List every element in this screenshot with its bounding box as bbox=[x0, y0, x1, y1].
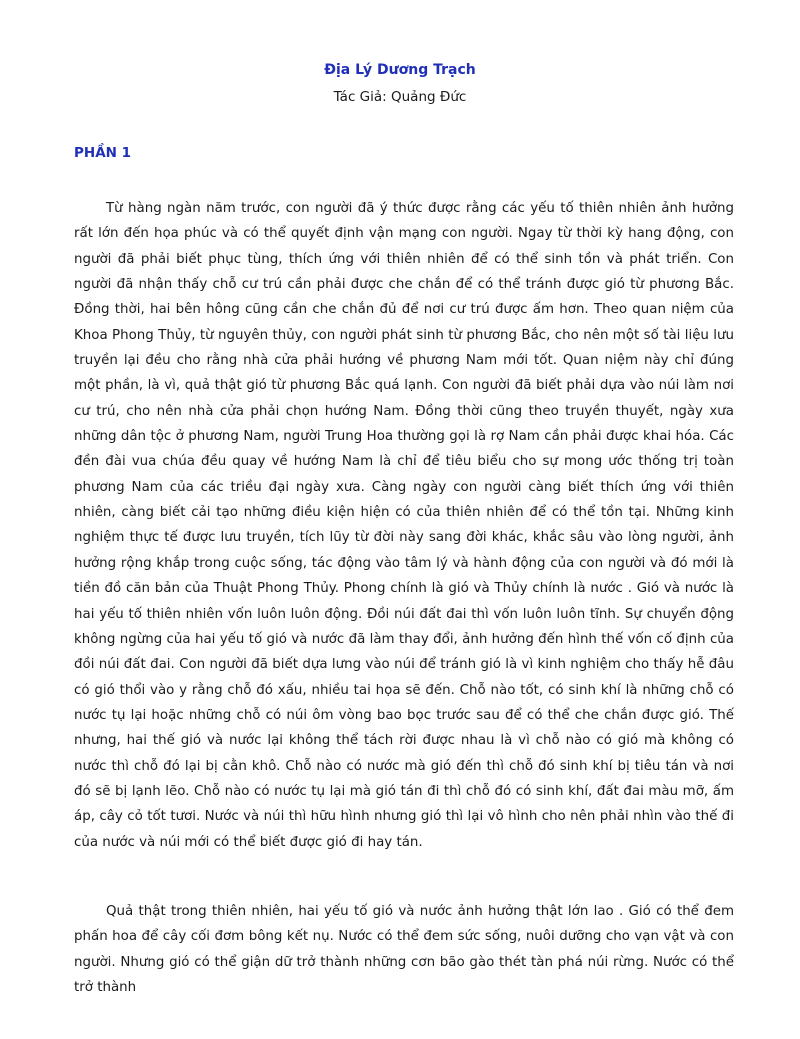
body-paragraph-1: Từ hàng ngàn năm trước, con người đã ý thức được rằng các yếu tố thiên nhiên ảnh hưởng rất lớn đến họa phúc và có thể quyết định vận mạng con người. Ngay từ thời kỳ hang động, con người đã phải biết phục tùng, thích ứng với thiên nhiên để có thể sinh tồn và phát triển. Con người đã nhận thấy chỗ cư trú cần phải được che chắn để có thể tránh được gió từ phương Bắc. Đồng thời, hai bên hông cũng cần che chắn đủ để nơi cư trú được ấm hơn. Theo quan niệm của Khoa Phong Thủy, từ nguyên thủy, con người phát sinh từ phương Bắc, cho nên một số tài liệu lưu truyền lại đều cho rằng nhà cửa phải hướng về phương Nam mới tốt. Quan niệm này chỉ đúng một phần, là vì, quả thật gió từ phương Bắc quá lạnh. Con người đã biết phải dựa vào núi làm nơi cư trú, cho nên nhà cửa phải chọn hướng Nam. Đồng thời cũng theo truyền thuyết, ngày xưa những dân tộc ở phương Nam, người Trung Hoa thường gọi là rợ Nam cần phải được khai hóa. Các đền đài vua chúa đều quay về hướng Nam là chỉ để tiêu biểu cho sự mong ước thống trị toàn phương Nam của các triều đại ngày xưa. Càng ngày con người càng biết thích ứng với thiên nhiên, càng biết cải tạo những điều kiện hiện có của thiên nhiên để có thể tồn tại. Những kinh nghiệm thực tế được lưu truyền, tích lũy từ đời này sang đời khác, khắc sâu vào lòng người, ảnh hưởng rộng khắp trong cuộc sống, tác động vào tâm lý và hành động của con người và đó mới là tiền đồ căn bản của Thuật Phong Thủy. Phong chính là gió và Thủy chính là nước . Gió và nước là hai yếu tố thiên nhiên vốn luôn luôn động. Đồi núi đất đai thì vốn luôn luôn tĩnh. Sự chuyển động không ngừng của hai yếu tố gió và nước đã làm thay đổi, ảnh hưởng đến hình thế vốn cố định của đồi núi đất đai. Con người đã biết dựa lưng vào núi để tránh gió là vì kinh nghiệm cho thấy hễ đâu có gió thổi vào y rằng chỗ đó xấu, nhiều tai họa sẽ đến. Chỗ nào tốt, có sinh khí là những chỗ có nước tụ lại hoặc những chỗ có núi ôm vòng bao bọc trước sau để có thể che chắn được gió. Thế nhưng, hai thế gió và nước lại không thể tách rời được nhau là vì chỗ nào có gió mà không có nước thì chỗ đó lại bị cằn khô. Chỗ nào có nước mà gió đến thì chỗ đó sinh khí bị tiêu tán và nơi đó sẽ bị lạnh lẽo. Chỗ nào có nước tụ lại mà gió tán đi thì chỗ đó có sinh khí, đất đai màu mỡ, ấm áp, cây cỏ tốt tươi. Nước và núi thì hữu hình nhưng gió thì lại vô hình cho nên phải nhìn vào thế đi của nước và núi mới có thể biết được gió đi hay tán. bbox=[74, 201, 734, 850]
document-title: Địa Lý Dương Trạch bbox=[324, 62, 476, 78]
document-author: Tác Giả: Quảng Đức bbox=[333, 89, 467, 105]
body-paragraph-2: Quả thật trong thiên nhiên, hai yếu tố gió và nước ảnh hưởng thật lớn lao . Gió có thể đem phấn hoa để cây cối đơm bông kết nụ. Nước có thể đem sức sống, nuôi dưỡng cho vạn vật và con người. Nhưng gió có thể giận dữ trở thành những cơn bão gào thét tàn phá núi rừng. Nước có thể trở thành bbox=[74, 904, 734, 996]
section-heading: PHẦN 1 bbox=[74, 145, 132, 161]
